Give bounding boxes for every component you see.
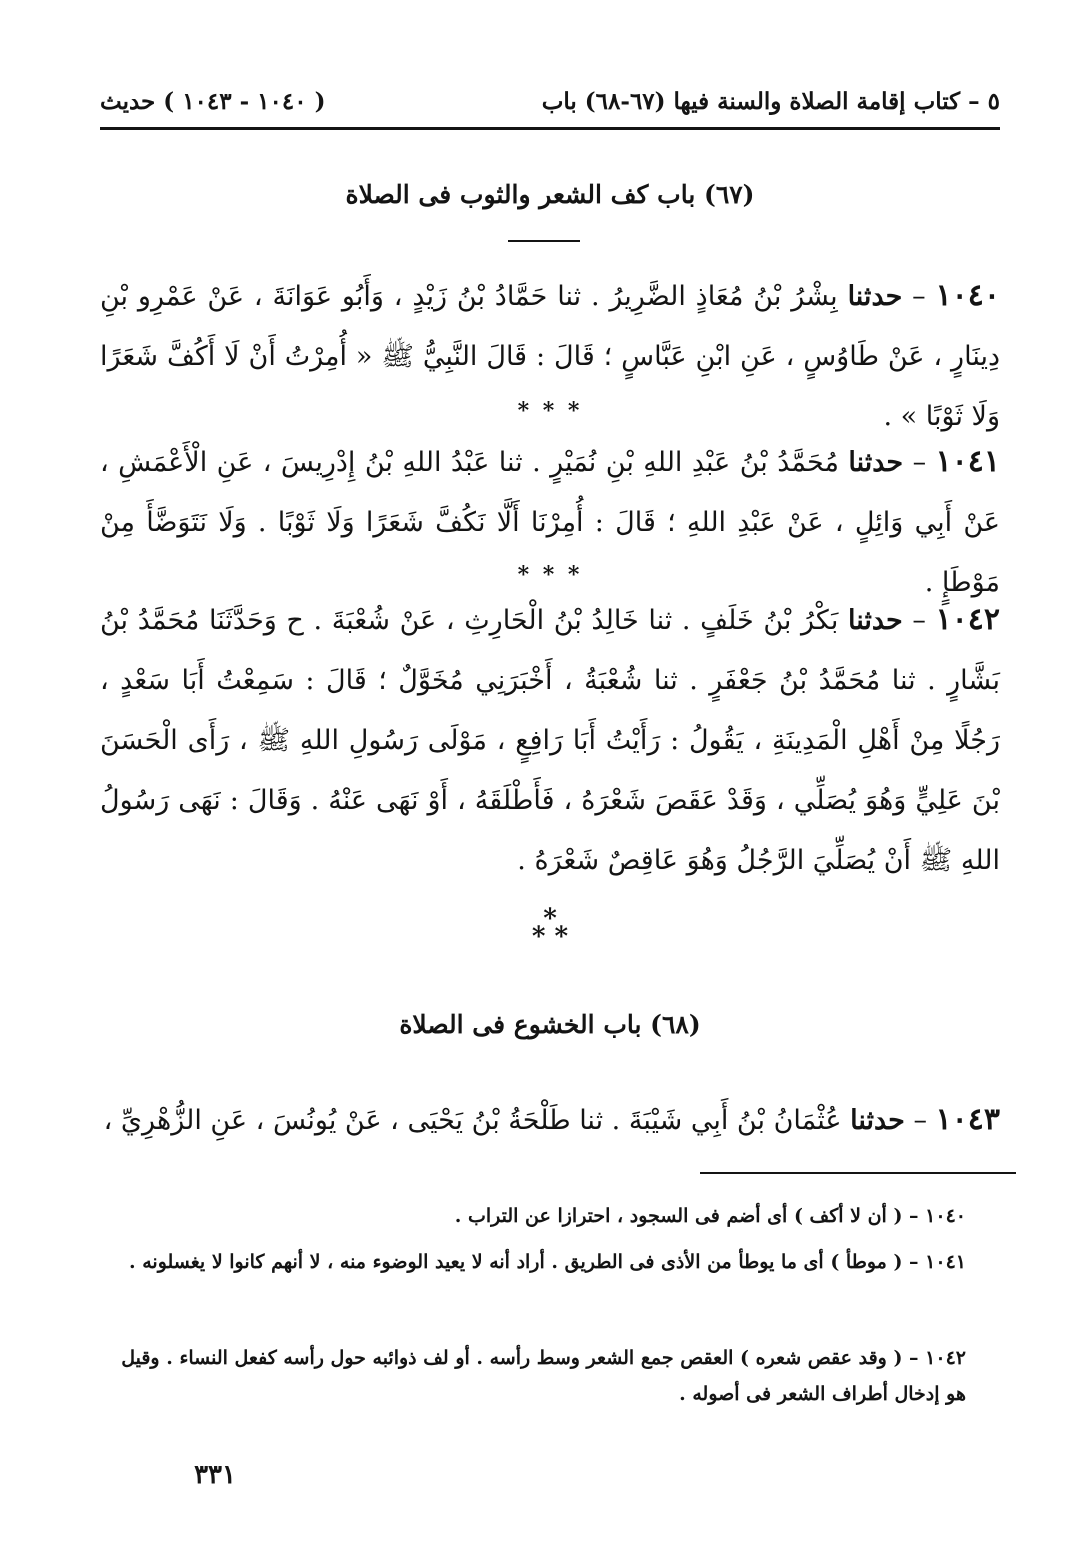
footnote-1041: ١٠٤١ – ( موطأ ) أى ما يوطأ من الأذى فى الطريق . أراد أنه لا يعيد الوضوء منه ، لا أنهم كانوا لا يغسلونه . — [128, 1251, 966, 1273]
header-hadith-range: ( ١٠٤٠ - ١٠٤٣ ) حديث — [100, 87, 326, 115]
hadith-number: ١٠٤٣ — [935, 1102, 1000, 1137]
hadith-1042: ١٠٤٢ – حدثنا بَكْرُ بْنُ خَلَفٍ . ثنا خَالِدُ بْنُ الْحَارِثِ ، عَنْ شُعْبَةَ . ح وَحَدَّثَنَا مُحَمَّدُ بْنُ بَشَّارٍ . ثنا مُحَمَّدُ بْنُ جَعْفَرٍ . ثنا شُعْبَةُ ، أَخْبَرَنِي مُخَوَّلٌ ؛ قَالَ : سَمِعْتُ أَبَا سَعْدٍ ، رَجُلًا مِنْ أَهْلِ الْمَدِينَةِ ، يَقُولُ : رَأَيْتُ أَبَا رَافِعٍ ، مَوْلَى رَسُولِ اللهِ ﷺ ، رَأَى الْحَسَنَ بْنَ عَلِيٍّ وَهُوَ يُصَلِّي ، وَقَدْ عَقَصَ شَعْرَهُ ، فَأَطْلَقَهُ ، أَوْ نَهَى عَنْهُ . وَقَالَ : نَهَى رَسُولُ اللهِ ﷺ أَنْ يُصَلِّيَ الرَّجُلُ وَهُوَ عَاقِصٌ شَعْرَهُ . — [100, 602, 1000, 876]
hadith-text: مُحَمَّدُ بْنُ عَبْدِ اللهِ بْنِ نُمَيْرٍ . ثنا عَبْدُ اللهِ بْنُ إِدْرِيسَ ، عَنِ الْأَعْمَشِ ، عَنْ أَبِي وَائِلٍ ، عَنْ عَبْدِ اللهِ ؛ قَالَ : أُمِرْنَا أَلَّا نَكُفَّ شَعَرًا وَلَا ثَوْبًا . وَلَا نَتَوَضَّأَ مِنْ مَوْطَإٍ . — [100, 447, 1000, 598]
footnote-rule — [700, 1172, 1016, 1174]
divider-star-bottom — [100, 922, 1000, 952]
hadith-1040: ١٠٤٠ – حدثنا بِشْرُ بْنُ مُعَاذٍ الضَّرِيرُ . ثنا حَمَّادُ بْنُ زَيْدٍ ، وَأَبُو عَوَانَةَ ، عَنْ عَمْرِو بْنِ دِينَارٍ ، عَنْ طَاوُسٍ ، عَنِ ابْنِ عَبَّاسٍ ؛ قَالَ : قَالَ النَّبِيُّ ﷺ « أُمِرْتُ أَنْ لَا أَكُفَّ شَعَرًا وَلَا ثَوْبًا » . — [100, 278, 1000, 432]
divider-star-top: * — [543, 904, 557, 934]
hadith-haddatha: حدثنا — [847, 281, 903, 312]
hadith-haddatha: حدثنا — [848, 605, 903, 636]
section-title-68: (٦٨) باب الخشوع فى الصلاة — [399, 1010, 701, 1039]
section-title-67: (٦٧) باب كف الشعر والثوب فى الصلاة — [345, 180, 755, 209]
hadith-text: بَكْرُ بْنُ خَلَفٍ . ثنا خَالِدُ بْنُ الْحَارِثِ ، عَنْ شُعْبَةَ . ح وَحَدَّثَنَا مُحَمَّدُ بْنُ بَشَّارٍ . ثنا مُحَمَّدُ بْنُ جَعْفَرٍ . ثنا شُعْبَةُ ، أَخْبَرَنِي مُخَوَّلٌ ؛ قَالَ : سَمِعْتُ أَبَا سَعْدٍ ، رَجُلًا مِنْ أَهْلِ الْمَدِينَةِ ، يَقُولُ : رَأَيْتُ أَبَا رَافِعٍ ، مَوْلَى رَسُولِ اللهِ ﷺ ، رَأَى الْحَسَنَ بْنَ عَلِيٍّ وَهُوَ يُصَلِّي ، وَقَدْ عَقَصَ شَعْرَهُ ، فَأَطْلَقَهُ ، أَوْ نَهَى عَنْهُ . وَقَالَ : نَهَى رَسُولُ اللهِ ﷺ أَنْ يُصَلِّيَ الرَّجُلُ وَهُوَ عَاقِصٌ شَعْرَهُ . — [100, 605, 1000, 876]
section-rule — [508, 240, 580, 242]
divider-star: * — [554, 922, 569, 952]
header-rule — [100, 127, 1000, 130]
page-number: ٣٣١ — [194, 1460, 236, 1490]
hadith-1041: ١٠٤١ – حدثنا مُحَمَّدُ بْنُ عَبْدِ اللهِ بْنِ نُمَيْرٍ . ثنا عَبْدُ اللهِ بْنُ إِدْرِيسَ ، عَنِ الْأَعْمَشِ ، عَنْ أَبِي وَائِلٍ ، عَنْ عَبْدِ اللهِ ؛ قَالَ : أُمِرْنَا أَلَّا نَكُفَّ شَعَرًا وَلَا ثَوْبًا . وَلَا نَتَوَضَّأَ مِنْ مَوْطَإٍ . — [100, 444, 1000, 598]
footnote-1042: ١٠٤٢ – ( وقد عقص شعره ) العقص جمع الشعر وسط رأسه . أو لف ذوائبه حول رأسه كفعل النساء . وقيل هو إدخال أطراف الشعر فى أصوله . — [121, 1347, 966, 1405]
divider-star: * — [531, 922, 546, 952]
hadith-number: ١٠٤٠ — [935, 278, 1000, 313]
hadith-haddatha: حدثنا — [850, 1105, 905, 1136]
separator-stars: * * * — [517, 398, 583, 424]
hadith-text: عُثْمَانُ بْنُ أَبِي شَيْبَةَ . ثنا طَلْحَةُ بْنُ يَحْيَى ، عَنْ يُونُسَ ، عَنِ الزُّهْرِيِّ ، — [103, 1105, 842, 1136]
hadith-1043: ١٠٤٣ – حدثنا عُثْمَانُ بْنُ أَبِي شَيْبَةَ . ثنا طَلْحَةُ بْنُ يَحْيَى ، عَنْ يُونُسَ ، عَنِ الزُّهْرِيِّ ، — [103, 1102, 1000, 1137]
running-header — [100, 80, 1000, 122]
header-chapter: ٥ – كتاب إقامة الصلاة والسنة فيها (٦٧-٦٨) باب — [541, 87, 1000, 115]
hadith-number: ١٠٤١ — [935, 444, 1000, 479]
hadith-text: بِشْرُ بْنُ مُعَاذٍ الضَّرِيرُ . ثنا حَمَّادُ بْنُ زَيْدٍ ، وَأَبُو عَوَانَةَ ، عَنْ عَمْرِو بْنِ دِينَارٍ ، عَنْ طَاوُسٍ ، عَنِ ابْنِ عَبَّاسٍ ؛ قَالَ : قَالَ النَّبِيُّ ﷺ « أُمِرْتُ أَنْ لَا أَكُفَّ شَعَرًا وَلَا ثَوْبًا » . — [100, 281, 1000, 432]
separator-stars: * * * — [517, 562, 583, 588]
hadith-haddatha: حدثنا — [848, 447, 904, 478]
hadith-number: ١٠٤٢ — [935, 602, 1000, 637]
section-divider-mark — [100, 904, 1000, 952]
footnote-1040: ١٠٤٠ – ( أن لا أكف ) أى أضم فى السجود ، احترازا عن التراب . — [454, 1205, 966, 1227]
